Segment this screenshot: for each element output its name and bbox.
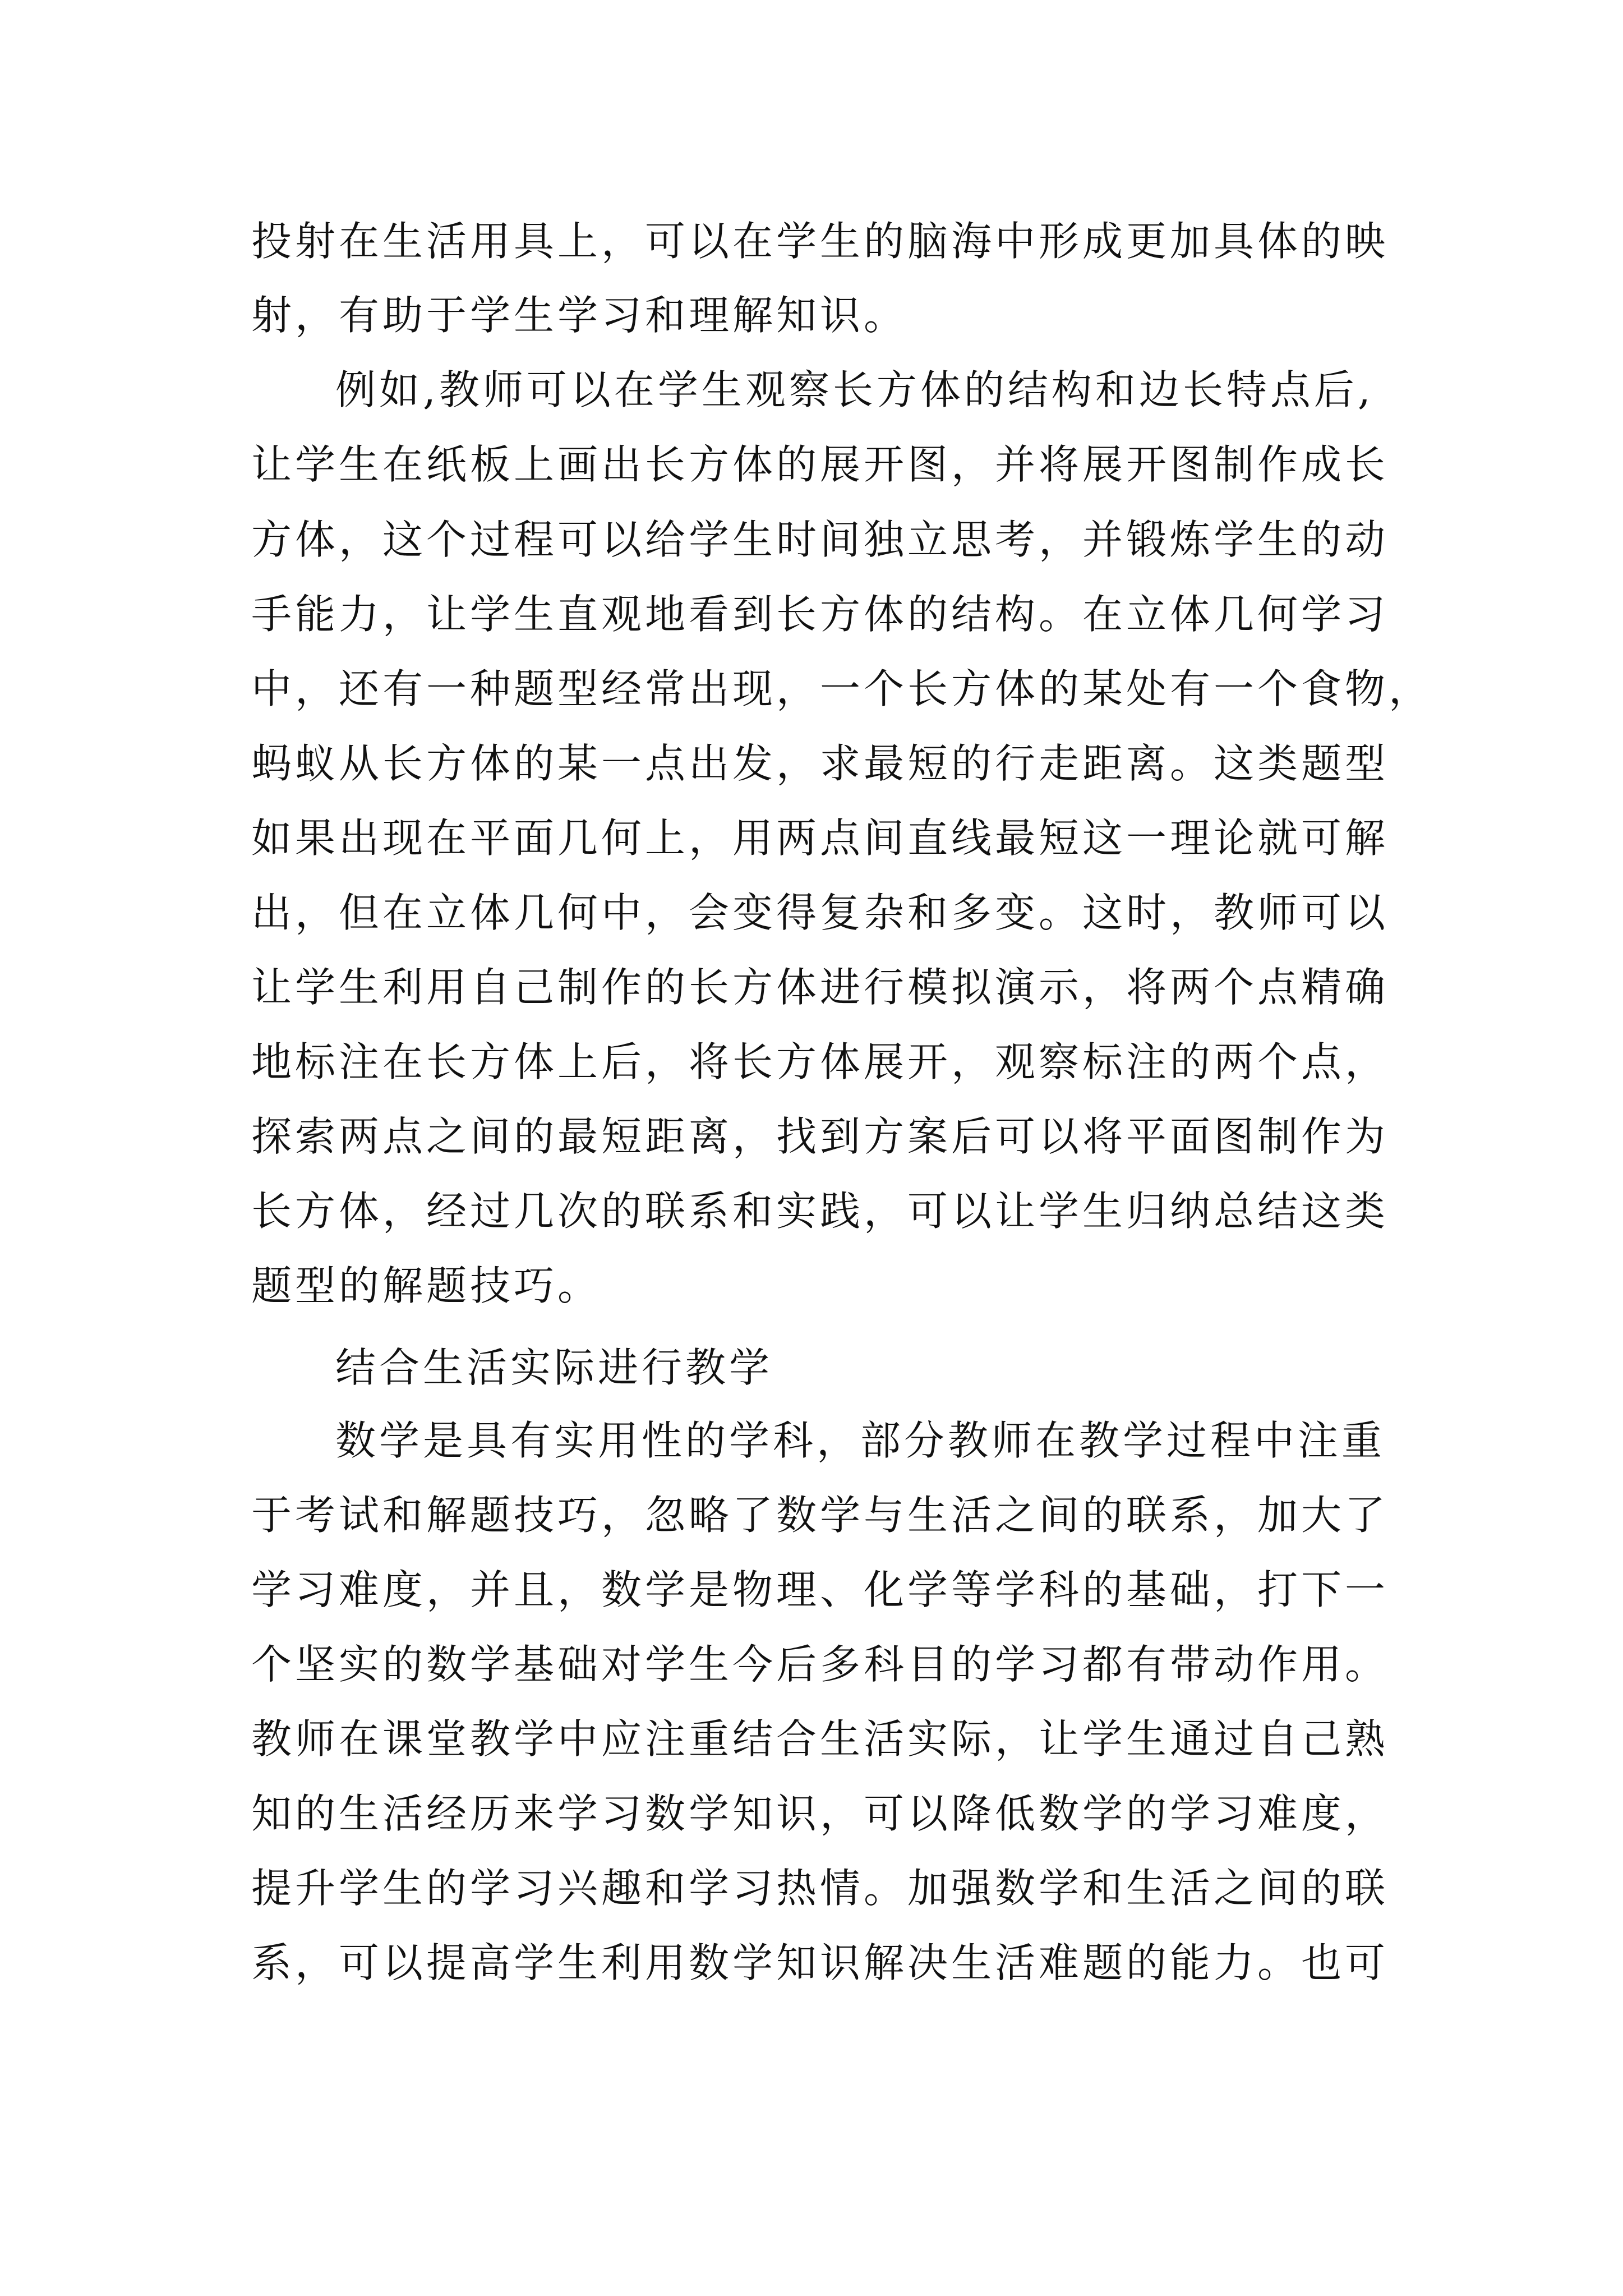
text-line: 探索两点之间的最短距离，找到方案后可以将平面图制作为: [251, 1113, 1389, 1160]
text-line: 个坚实的数学基础对学生今后多科目的学习都有带动作用。: [251, 1641, 1389, 1688]
text-line: 数学是具有实用性的学科，部分教师在教学过程中注重: [335, 1417, 1386, 1464]
text-line: 让学生在纸板上画出长方体的展开图，并将展开图制作成长: [251, 441, 1389, 488]
section-heading: 结合生活实际进行教学: [335, 1344, 773, 1391]
text-line: 出，但在立体几何中，会变得复杂和多变。这时，教师可以: [251, 889, 1389, 936]
text-line: 系，可以提高学生利用数学知识解决生活难题的能力。也可: [251, 1939, 1389, 1986]
text-line: 蚂蚁从长方体的某一点出发，求最短的行走距离。这类题型: [251, 740, 1389, 787]
text-line: 射，有助于学生学习和理解知识。: [251, 292, 908, 339]
text-line: 题型的解题技巧。: [251, 1262, 602, 1309]
text-line: 如果出现在平面几何上，用两点间直线最短这一理论就可解: [251, 815, 1389, 862]
text-line: 例如,教师可以在学生观察长方体的结构和边长特点后,: [335, 366, 1374, 413]
text-line: 提升学生的学习兴趣和学习热情。加强数学和生活之间的联: [251, 1865, 1389, 1912]
text-line: 中，还有一种题型经常出现，一个长方体的某处有一个食物，: [251, 665, 1433, 712]
text-line: 教师在课堂教学中应注重结合生活实际，让学生通过自己熟: [251, 1715, 1389, 1763]
text-line: 投射在生活用具上，可以在学生的脑海中形成更加具体的映: [251, 218, 1389, 265]
text-line: 地标注在长方体上后，将长方体展开，观察标注的两个点，: [251, 1038, 1389, 1085]
text-line: 于考试和解题技巧，忽略了数学与生活之间的联系，加大了: [251, 1492, 1389, 1539]
text-line: 知的生活经历来学习数学知识，可以降低数学的学习难度，: [251, 1790, 1389, 1837]
text-line: 长方体，经过几次的联系和实践，可以让学生归纳总结这类: [251, 1188, 1389, 1235]
text-line: 学习难度，并且，数学是物理、化学等学科的基础，打下一: [251, 1566, 1389, 1613]
text-line: 让学生利用自己制作的长方体进行模拟演示，将两个点精确: [251, 964, 1389, 1011]
text-line: 手能力，让学生直观地看到长方体的结构。在立体几何学习: [251, 591, 1389, 638]
text-line: 方体，这个过程可以给学生时间独立思考，并锻炼学生的动: [251, 516, 1389, 563]
